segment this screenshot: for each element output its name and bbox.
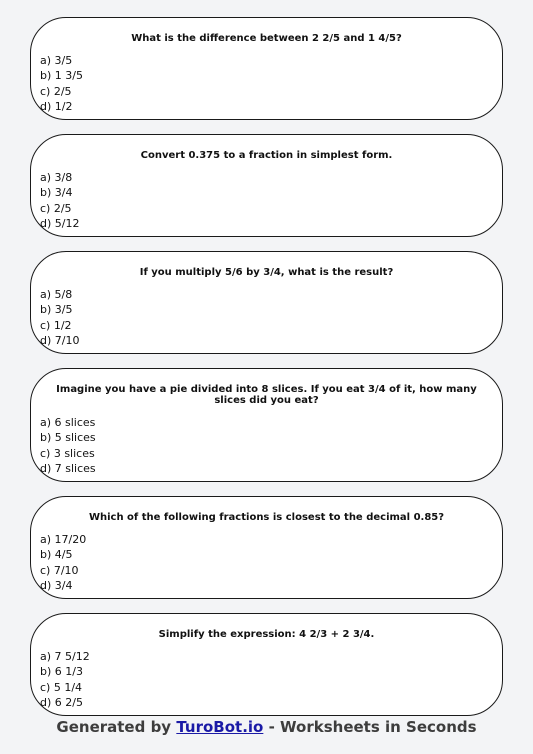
answer-list	[31, 287, 502, 348]
answer-option-a: a) 5/8	[40, 288, 73, 301]
answer-option-c: c) 2/5	[40, 201, 72, 215]
question-card-5	[30, 496, 503, 599]
question-card-3	[30, 251, 503, 354]
answer-option-a: a) 3/8	[40, 171, 73, 184]
answer-option-c: c) 1/2	[40, 318, 72, 332]
answer-option-d: d) 7 slices	[40, 461, 96, 475]
answer-option-b: b) 3/4	[40, 186, 73, 200]
answer-option-d: d) 3/4	[40, 578, 73, 592]
answer-list	[31, 532, 502, 593]
answer-option-d: d) 5/12	[40, 216, 80, 230]
answer-option-c: c) 2/5	[40, 84, 72, 98]
answer-list	[31, 170, 502, 231]
answer-option-a: a) 3/5	[40, 54, 73, 67]
question-text: Which of the following fractions is closest to the decimal 0.85?	[88, 512, 445, 523]
answer-option-c: c) 5 1/4	[40, 680, 83, 694]
question-card-4	[30, 368, 503, 482]
question-text: Simplify the expression: 4 2/3 + 2 3/4.	[158, 629, 375, 640]
answer-list	[31, 649, 502, 710]
footer-prefix: Generated by	[56, 718, 172, 736]
answer-option-b: b) 4/5	[40, 548, 73, 562]
answer-option-c: c) 7/10	[40, 563, 79, 577]
answer-option-a: a) 7 5/12	[40, 650, 90, 663]
question-text: What is the difference between 2 2/5 and 1 4/5?	[131, 33, 402, 44]
answer-option-d: d) 7/10	[40, 333, 80, 347]
question-text: Convert 0.375 to a fraction in simplest form.	[140, 150, 393, 161]
answer-option-b: b) 3/5	[40, 303, 73, 317]
answer-option-a: a) 6 slices	[40, 416, 96, 429]
answer-option-b: b) 1 3/5	[40, 69, 83, 83]
answer-option-d: d) 1/2	[40, 99, 73, 113]
answer-option-a: a) 17/20	[40, 533, 87, 546]
question-card-2	[30, 134, 503, 237]
answer-option-c: c) 3 slices	[40, 446, 95, 460]
footer	[0, 718, 533, 736]
question-text: If you multiply 5/6 by 3/4, what is the result?	[139, 267, 394, 278]
footer-suffix: - Worksheets in Seconds	[268, 718, 477, 736]
question-text: Imagine you have a pie divided into 8 slices. If you eat 3/4 of it, how many slices did you eat?	[56, 384, 477, 406]
answer-list	[31, 53, 502, 114]
question-card-6	[30, 613, 503, 716]
question-card-1	[30, 17, 503, 120]
answer-option-d: d) 6 2/5	[40, 695, 83, 709]
answer-list	[31, 415, 502, 476]
answer-option-b: b) 6 1/3	[40, 665, 83, 679]
turobot-link[interactable]: TuroBot.io	[176, 718, 264, 736]
answer-option-b: b) 5 slices	[40, 431, 96, 445]
